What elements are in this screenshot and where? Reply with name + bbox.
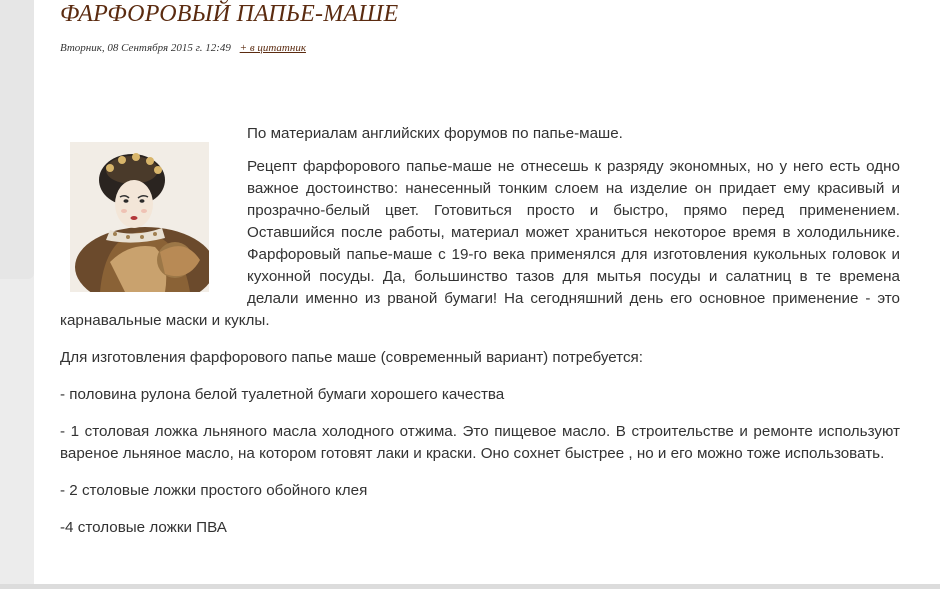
source-text: По материалам английских форумов по папье-маше. — [247, 125, 623, 142]
post-date: Вторник, 08 Сентября 2015 г. 12:49 — [60, 42, 231, 54]
post-title: ФАРФОРОВЫЙ ПАПЬЕ-МАШЕ — [60, 1, 399, 27]
post-meta — [60, 42, 306, 54]
ingredient-pva: -4 столовые ложки ПВА — [60, 519, 227, 536]
quote-link[interactable]: + в цитатник — [239, 42, 306, 54]
post-body — [60, 123, 900, 554]
paragraph-source — [60, 123, 900, 145]
ingredient-linseed-oil: - 1 столовая ложка льняного масла холодного отжима. Это пищевое масло. В строительстве и ремонте используют вареное льняное масло, на котором готовят лаки и краски. Оно сохнет быстрее , но и его можно тоже использовать. — [60, 423, 900, 462]
ingredient-wallpaper-glue: - 2 столовые ложки простого обойного клея — [60, 482, 368, 499]
bottom-edge — [0, 584, 940, 589]
post-page — [34, 0, 940, 584]
ingredient-toilet-paper: - половина рулона белой туалетной бумаги хорошего качества — [60, 386, 505, 403]
left-sidebar-strip — [0, 0, 34, 279]
paragraph-ingredients-heading: Для изготовления фарфорового папье маше (современный вариант) потребуется: — [60, 349, 644, 366]
doll-photo — [70, 142, 209, 292]
paragraph-recipe-intro: Рецепт фарфорового папье-маше не отнесешь к разряду экономных, но у него есть одно важное достоинство: нанесенный тонким слоем на изделие он придает ему красивый и прозрачно-белый цвет. Готовиться просто и быстро, прямо перед применением. Оставшийся после работы, материал может храниться некоторое время в холодильнике. Фарфоровый папье-маше с 19-го века применялся для изготовления кукольных головок и кухонной посуды. Да, большинство тазов для мытья посуды и салатниц в те времена делали именно из рваной бумаги! На сегодняшний день его основное применение - это карнавальные маски и куклы. — [60, 158, 900, 329]
doll-photo-icon — [70, 142, 209, 292]
